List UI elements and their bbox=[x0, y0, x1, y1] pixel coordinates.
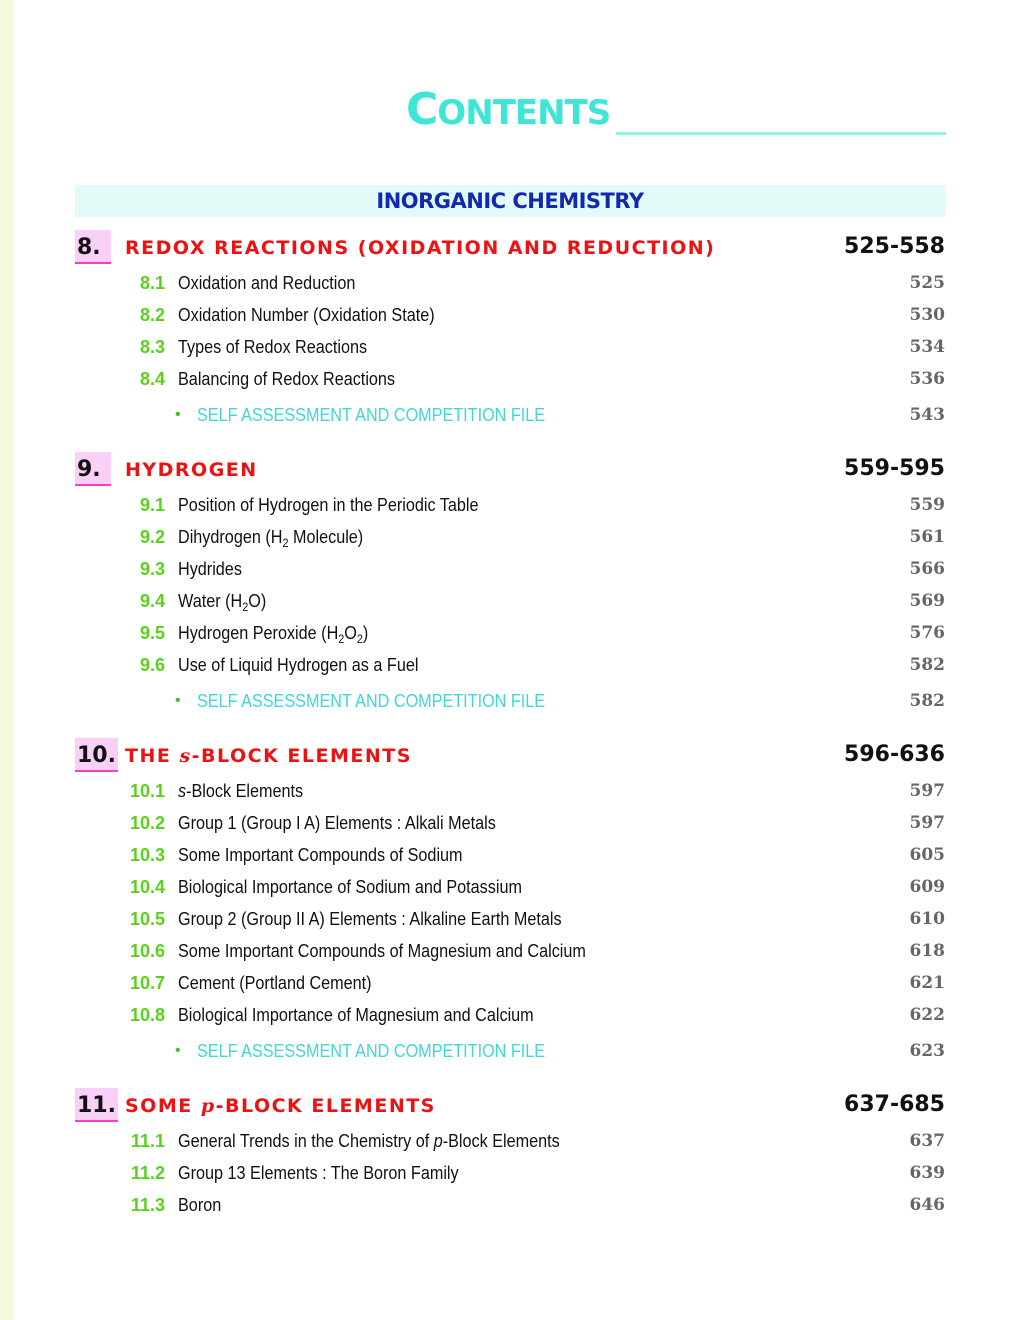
page-number: 623 bbox=[909, 1041, 945, 1061]
page-number: 621 bbox=[909, 973, 945, 993]
section-number: 8.3 bbox=[139, 337, 165, 357]
section-title bbox=[178, 807, 496, 839]
section-number: 10.5 bbox=[129, 909, 165, 929]
italic-segment: s bbox=[179, 745, 192, 767]
text-segment: Oxidation Number (Oxidation State) bbox=[178, 305, 435, 325]
chapter-heading[interactable] bbox=[75, 229, 945, 267]
text-segment: SOME bbox=[125, 1095, 201, 1117]
text-segment: O) bbox=[248, 591, 267, 611]
subscript: 2 bbox=[356, 632, 363, 646]
toc-entry[interactable] bbox=[75, 935, 945, 967]
chapter-title bbox=[125, 237, 715, 259]
page-number: 582 bbox=[909, 691, 945, 711]
page-number: 609 bbox=[909, 877, 945, 897]
part-heading: INORGANIC CHEMISTRY bbox=[376, 189, 644, 213]
chapter-title bbox=[125, 1095, 436, 1117]
chapter-page-range: 596-636 bbox=[844, 742, 945, 767]
page-number: 569 bbox=[909, 591, 945, 611]
italic-segment: s bbox=[178, 781, 187, 801]
section-title bbox=[178, 521, 363, 553]
text-segment: -BLOCK ELEMENTS bbox=[191, 745, 412, 767]
page-number: 530 bbox=[909, 305, 945, 325]
text-segment: HYDROGEN bbox=[125, 459, 258, 481]
text-segment: O bbox=[344, 623, 357, 643]
chapter-title bbox=[125, 459, 258, 481]
section-title bbox=[178, 1189, 221, 1221]
section-title bbox=[178, 967, 372, 999]
toc-entry[interactable] bbox=[75, 585, 945, 617]
toc-entry[interactable] bbox=[75, 489, 945, 521]
section-number: 9.4 bbox=[139, 591, 165, 611]
section-title bbox=[178, 871, 522, 903]
page-number: 605 bbox=[909, 845, 945, 865]
chapter-heading[interactable] bbox=[75, 451, 945, 489]
text-segment: Biological Importance of Magnesium and Calcium bbox=[178, 1005, 534, 1025]
section-number: 8.2 bbox=[139, 305, 165, 325]
page-number: 637 bbox=[909, 1131, 945, 1151]
text-segment: Position of Hydrogen in the Periodic Table bbox=[178, 495, 479, 515]
text-segment: Use of Liquid Hydrogen as a Fuel bbox=[178, 655, 419, 675]
section-title bbox=[178, 617, 368, 649]
section-title bbox=[178, 267, 355, 299]
toc-entry[interactable] bbox=[75, 553, 945, 585]
section-number: 9.2 bbox=[139, 527, 165, 547]
chapter-number: 9. bbox=[75, 452, 111, 486]
self-assessment-label: SELF ASSESSMENT AND COMPETITION FILE bbox=[197, 691, 546, 711]
section-number: 10.3 bbox=[129, 845, 165, 865]
toc-entry[interactable] bbox=[75, 1125, 945, 1157]
toc-entry[interactable] bbox=[75, 649, 945, 681]
text-segment: Group 13 Elements : The Boron Family bbox=[178, 1163, 459, 1183]
section-number: 11.3 bbox=[130, 1195, 165, 1215]
text-segment: Cement (Portland Cement) bbox=[178, 973, 372, 993]
toc-entry[interactable] bbox=[75, 967, 945, 999]
page-number: 566 bbox=[909, 559, 945, 579]
text-segment: -Block Elements bbox=[442, 1131, 560, 1151]
bullet-icon: • bbox=[175, 1042, 181, 1059]
toc-entry[interactable] bbox=[75, 999, 945, 1031]
self-assessment-entry[interactable] bbox=[75, 685, 945, 717]
text-segment: Dihydrogen (H bbox=[178, 527, 283, 547]
toc-entry[interactable] bbox=[75, 299, 945, 331]
toc-entry[interactable] bbox=[75, 839, 945, 871]
text-segment: Hydrides bbox=[178, 559, 242, 579]
text-segment: Balancing of Redox Reactions bbox=[178, 369, 396, 389]
chapter-section bbox=[75, 451, 945, 717]
section-title bbox=[178, 553, 242, 585]
page-number: 582 bbox=[909, 655, 945, 675]
section-number: 10.8 bbox=[129, 1005, 165, 1025]
text-segment: General Trends in the Chemistry of bbox=[178, 1131, 434, 1151]
section-title bbox=[178, 585, 266, 617]
chapter-number: 11. bbox=[75, 1088, 118, 1122]
toc-entry[interactable] bbox=[75, 331, 945, 363]
section-title bbox=[178, 999, 534, 1031]
section-title bbox=[178, 839, 463, 871]
toc-entry[interactable] bbox=[75, 871, 945, 903]
page-number: 534 bbox=[909, 337, 945, 357]
text-segment: Biological Importance of Sodium and Potassium bbox=[178, 877, 522, 897]
section-title bbox=[178, 363, 395, 395]
subscript: 2 bbox=[242, 600, 249, 614]
section-number: 9.6 bbox=[139, 655, 165, 675]
text-segment: ) bbox=[362, 623, 369, 643]
section-number: 10.2 bbox=[129, 813, 165, 833]
page-number: 597 bbox=[909, 813, 945, 833]
text-segment: REDOX REACTIONS (OXIDATION AND REDUCTION) bbox=[125, 237, 716, 259]
section-number: 10.7 bbox=[129, 973, 165, 993]
chapter-heading[interactable] bbox=[75, 1087, 945, 1125]
section-number: 8.1 bbox=[139, 273, 165, 293]
toc-entry[interactable] bbox=[75, 1157, 945, 1189]
page-number: 639 bbox=[909, 1163, 945, 1183]
page-title bbox=[406, 84, 610, 135]
text-segment: THE bbox=[125, 745, 180, 767]
page-number: 610 bbox=[909, 909, 945, 929]
page-number: 597 bbox=[909, 781, 945, 801]
chapter-title bbox=[125, 745, 412, 767]
toc-entry[interactable] bbox=[75, 807, 945, 839]
title-initial: C bbox=[406, 84, 438, 135]
toc-entry[interactable] bbox=[75, 521, 945, 553]
italic-segment: p bbox=[200, 1095, 216, 1117]
text-segment: Types of Redox Reactions bbox=[178, 337, 368, 357]
section-title bbox=[178, 935, 586, 967]
title-rest: ONTENTS bbox=[437, 93, 611, 133]
toc-entry[interactable] bbox=[75, 1189, 945, 1221]
table-of-contents bbox=[75, 229, 945, 1241]
section-number: 9.3 bbox=[139, 559, 165, 579]
section-title bbox=[178, 903, 562, 935]
subscript: 2 bbox=[282, 536, 289, 550]
title-underline bbox=[616, 132, 946, 135]
section-number: 10.6 bbox=[129, 941, 165, 961]
section-title bbox=[178, 775, 303, 807]
chapter-heading[interactable] bbox=[75, 737, 945, 775]
page-number: 525 bbox=[909, 273, 945, 293]
section-title bbox=[178, 649, 418, 681]
section-number: 9.1 bbox=[139, 495, 165, 515]
italic-segment: p bbox=[433, 1131, 443, 1151]
chapter-number: 8. bbox=[75, 230, 111, 264]
section-title bbox=[178, 331, 367, 363]
page-number: 561 bbox=[909, 527, 945, 547]
chapter-page-range: 637-685 bbox=[844, 1092, 945, 1117]
chapter-page-range: 525-558 bbox=[844, 234, 945, 259]
section-number: 10.4 bbox=[129, 877, 165, 897]
section-number: 10.1 bbox=[129, 781, 165, 801]
self-assessment-label: SELF ASSESSMENT AND COMPETITION FILE bbox=[197, 1041, 546, 1061]
page-number: 622 bbox=[909, 1005, 945, 1025]
page-number: 543 bbox=[909, 405, 945, 425]
self-assessment-label: SELF ASSESSMENT AND COMPETITION FILE bbox=[197, 405, 546, 425]
text-segment: Oxidation and Reduction bbox=[178, 273, 356, 293]
text-segment: -Block Elements bbox=[186, 781, 304, 801]
text-segment: Group 1 (Group I A) Elements : Alkali Metals bbox=[178, 813, 496, 833]
page-number: 618 bbox=[909, 941, 945, 961]
text-segment: Some Important Compounds of Magnesium and Calcium bbox=[178, 941, 586, 961]
page-number: 646 bbox=[909, 1195, 945, 1215]
text-segment: Some Important Compounds of Sodium bbox=[178, 845, 463, 865]
chapter-section bbox=[75, 1087, 945, 1221]
section-title bbox=[178, 489, 478, 521]
section-number: 11.1 bbox=[130, 1131, 165, 1151]
text-segment: Hydrogen Peroxide (H bbox=[178, 623, 339, 643]
section-title bbox=[178, 1125, 560, 1157]
toc-entry[interactable] bbox=[75, 363, 945, 395]
toc-entry[interactable] bbox=[75, 267, 945, 299]
text-segment: Boron bbox=[178, 1195, 222, 1215]
section-title bbox=[178, 1157, 459, 1189]
text-segment: Group 2 (Group II A) Elements : Alkaline Earth Metals bbox=[178, 909, 562, 929]
section-number: 11.2 bbox=[130, 1163, 165, 1183]
section-number: 9.5 bbox=[139, 623, 165, 643]
toc-entry[interactable] bbox=[75, 775, 945, 807]
page-number: 576 bbox=[909, 623, 945, 643]
toc-entry[interactable] bbox=[75, 617, 945, 649]
page-edge-strip bbox=[0, 0, 13, 1320]
text-segment: Water (H bbox=[178, 591, 243, 611]
chapter-section bbox=[75, 229, 945, 431]
toc-entry[interactable] bbox=[75, 903, 945, 935]
chapter-section bbox=[75, 737, 945, 1067]
bullet-icon: • bbox=[175, 692, 181, 709]
section-title bbox=[178, 299, 435, 331]
part-heading-band bbox=[75, 185, 945, 217]
text-segment: Molecule) bbox=[288, 527, 364, 547]
text-segment: -BLOCK ELEMENTS bbox=[215, 1095, 436, 1117]
page-number: 536 bbox=[909, 369, 945, 389]
chapter-number: 10. bbox=[75, 738, 118, 772]
section-number: 8.4 bbox=[139, 369, 165, 389]
self-assessment-entry[interactable] bbox=[75, 399, 945, 431]
page-number: 559 bbox=[909, 495, 945, 515]
subscript: 2 bbox=[338, 632, 345, 646]
bullet-icon: • bbox=[175, 406, 181, 423]
chapter-page-range: 559-595 bbox=[844, 456, 945, 481]
self-assessment-entry[interactable] bbox=[75, 1035, 945, 1067]
